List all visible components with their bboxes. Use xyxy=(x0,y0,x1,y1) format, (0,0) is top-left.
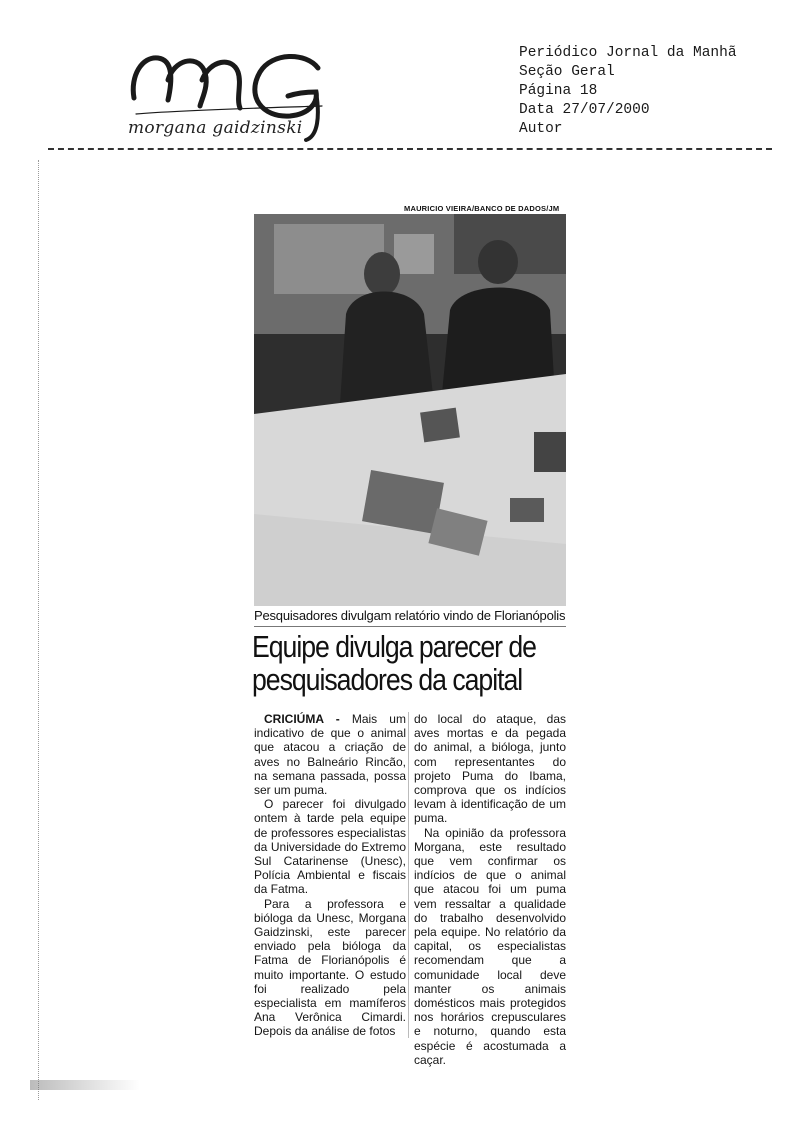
scan-edge xyxy=(38,160,39,1100)
photo-image xyxy=(254,214,566,606)
column-divider xyxy=(408,712,409,1038)
paragraph-text: Mais um indicativo de que o animal que atacou a criação de aves no Balneário Rincão, na semana passada, possa ser um puma. xyxy=(254,712,406,798)
article-paragraph: Na opinião da professora Morgana, este resultado que vem confirmar os indícios de que o animal que atacou foi um puma vem ressaltar a qualidade do trabalho desenvolvido pela equipe. No relatório da capital, os especialistas recomendam que a comunidade local deve manter os animais domésticos mais protegidos nos horários crepusculares e noturno, quando esta espécie é acostumada a caçar. xyxy=(414,825,566,1067)
photo-credit: MAURICIO VIEIRA/BANCO DE DADOS/JM xyxy=(404,204,560,213)
meta-date: Data 27/07/2000 xyxy=(519,102,650,118)
photo-caption: Pesquisadores divulgam relatório vindo de Florianópolis xyxy=(254,608,566,623)
meta-periodical: Periódico Jornal da Manhã xyxy=(519,45,737,61)
meta-page: Página 18 xyxy=(519,83,598,99)
caption-divider xyxy=(254,626,566,627)
article-column-1 xyxy=(254,712,406,1039)
news-photo xyxy=(254,214,566,606)
meta-author: Autor xyxy=(519,121,563,137)
clipping-metadata xyxy=(519,44,737,139)
article-paragraph xyxy=(254,712,406,797)
dateline: CRICIÚMA - xyxy=(264,712,340,726)
scan-smudge xyxy=(30,1080,140,1090)
article-column-2 xyxy=(414,712,566,1067)
logo-wordmark: morgana gaidzinski xyxy=(128,118,303,138)
article-headline xyxy=(252,629,536,697)
article-paragraph: O parecer foi divulgado ontem à tarde pela equipe de professores especialistas da Universidade do Extremo Sul Catarinense (Unesc), Polícia Ambiental e fiscais da Fatma. xyxy=(254,797,406,897)
logo xyxy=(122,36,362,148)
header-divider xyxy=(48,148,772,150)
article-paragraph: Para a professora e bióloga da Unesc, Morgana Gaidzinski, este parecer enviado pela bióloga da Fatma de Florianópolis é muito importante. O estudo foi realizado pela especialista em mamíferos Ana Verônica Cimardi. Depois da análise de fotos xyxy=(254,896,406,1039)
headline-line-1: Equipe divulga parecer de xyxy=(252,629,536,664)
article-paragraph: do local do ataque, das aves mortas e da pegada do animal, a bióloga, junto com representantes do projeto Puma do Ibama, comprova que os indícios levam à identificação de um puma. xyxy=(414,712,566,826)
meta-section: Seção Geral xyxy=(519,64,615,80)
headline-line-2: pesquisadores da capital xyxy=(252,662,523,697)
